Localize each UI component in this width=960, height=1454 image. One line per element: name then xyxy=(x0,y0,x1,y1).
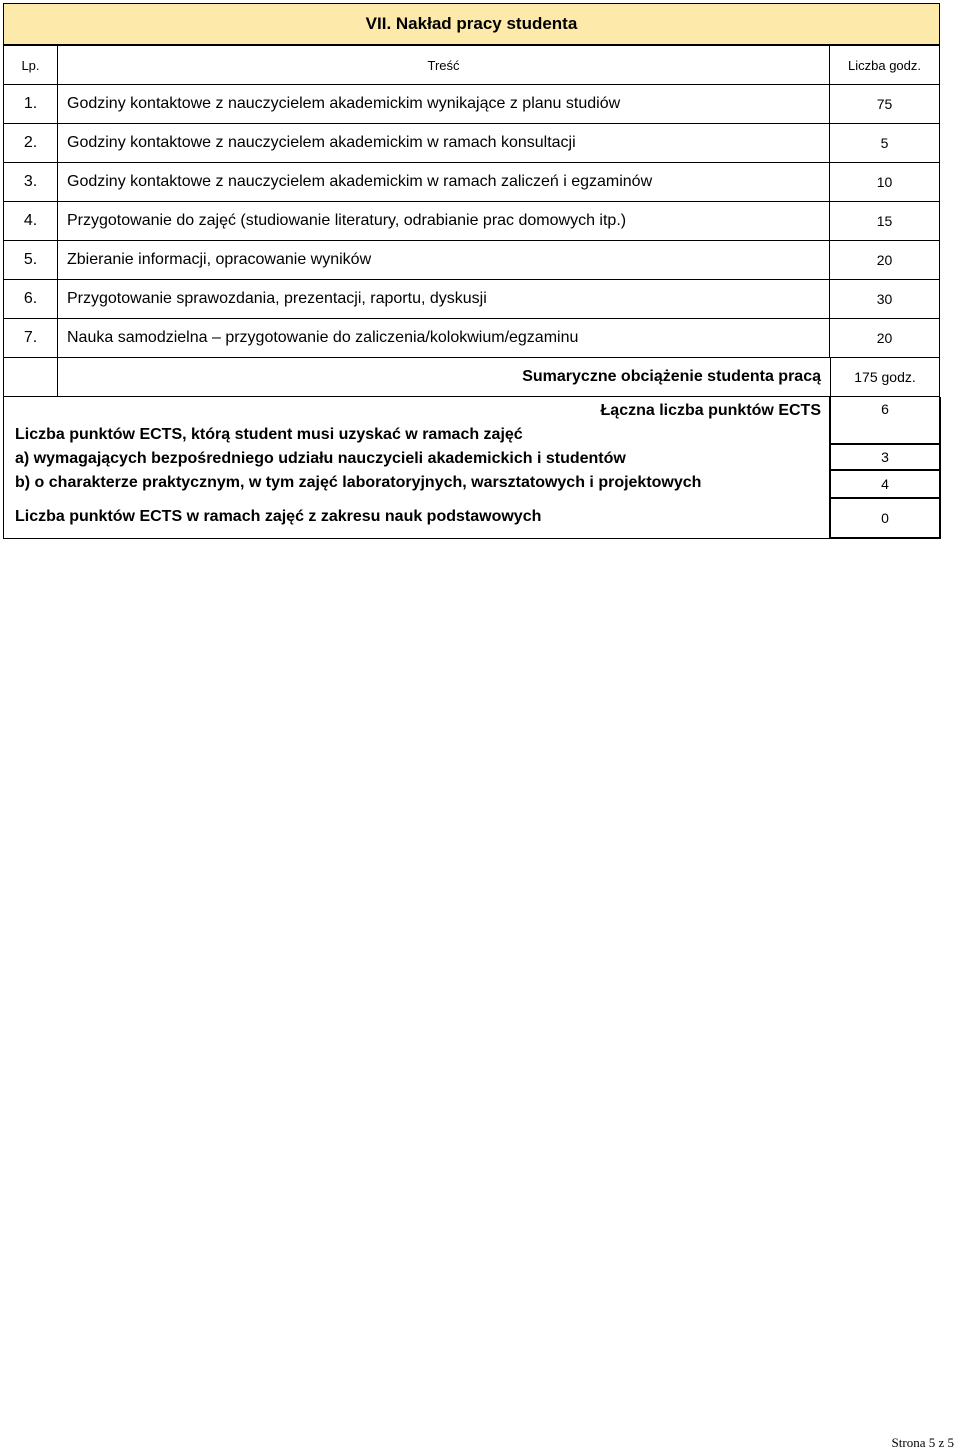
row-lp: 3. xyxy=(4,163,58,202)
summary-value: 175 godz. xyxy=(830,358,940,397)
row-hours: 15 xyxy=(830,202,940,241)
ects-values xyxy=(829,397,941,539)
row-hours: 10 xyxy=(830,163,940,202)
summary-row xyxy=(3,358,940,397)
table-row xyxy=(4,202,940,241)
row-lp: 7. xyxy=(4,319,58,358)
row-lp: 6. xyxy=(4,280,58,319)
row-hours: 20 xyxy=(830,241,940,280)
header-lp: Lp. xyxy=(4,46,58,85)
ects-block xyxy=(3,397,940,539)
row-content: Nauka samodzielna – przygotowanie do zaliczenia/kolokwium/egzaminu xyxy=(58,319,830,358)
section-title: VII. Nakład pracy studenta xyxy=(3,3,940,45)
row-content: Przygotowanie sprawozdania, prezentacji, raportu, dyskusji xyxy=(58,280,830,319)
row-content: Godziny kontaktowe z nauczycielem akademickim wynikające z planu studiów xyxy=(58,85,830,124)
row-lp: 1. xyxy=(4,85,58,124)
workload-section xyxy=(3,3,940,539)
row-content: Zbieranie informacji, opracowanie wyników xyxy=(58,241,830,280)
row-content: Przygotowanie do zajęć (studiowanie literatury, odrabianie prac domowych itp.) xyxy=(58,202,830,241)
table-row xyxy=(4,124,940,163)
ects-basic-value: 0 xyxy=(831,497,939,537)
table-header-row xyxy=(4,46,940,85)
row-content: Godziny kontaktowe z nauczycielem akademickim w ramach zaliczeń i egzaminów xyxy=(58,163,830,202)
ects-total-label: Łączna liczba punktów ECTS xyxy=(600,402,821,419)
table-row xyxy=(4,163,940,202)
row-hours: 75 xyxy=(830,85,940,124)
row-lp: 5. xyxy=(4,241,58,280)
ects-practical-label: b) o charakterze praktycznym, w tym zajęć laboratoryjnych, warsztatowych i projektowych xyxy=(15,474,702,491)
row-hours: 20 xyxy=(830,319,940,358)
header-content: Treść xyxy=(58,46,830,85)
table-row xyxy=(4,241,940,280)
row-content: Godziny kontaktowe z nauczycielem akademickim w ramach konsultacji xyxy=(58,124,830,163)
summary-spacer xyxy=(3,358,57,397)
table-row xyxy=(4,280,940,319)
ects-practical-value: 4 xyxy=(831,469,939,497)
row-lp: 4. xyxy=(4,202,58,241)
row-lp: 2. xyxy=(4,124,58,163)
page-number: Strona 5 z 5 xyxy=(891,1435,954,1450)
ects-basic-label: Liczba punktów ECTS w ramach zajęć z zakresu nauk podstawowych xyxy=(15,508,542,525)
ects-total-value: 6 xyxy=(881,401,889,417)
ects-direct-value: 3 xyxy=(831,443,939,469)
summary-label: Sumaryczne obciążenie studenta pracą xyxy=(57,358,830,397)
workload-table xyxy=(3,45,940,358)
ects-direct-label: a) wymagających bezpośredniego udziału nauczycieli akademickich i studentów xyxy=(15,450,626,467)
ects-required-label: Liczba punktów ECTS, którą student musi uzyskać w ramach zajęć xyxy=(15,426,523,443)
row-hours: 30 xyxy=(830,280,940,319)
header-hours: Liczba godz. xyxy=(830,46,940,85)
row-hours: 5 xyxy=(830,124,940,163)
table-row xyxy=(4,85,940,124)
table-row xyxy=(4,319,940,358)
